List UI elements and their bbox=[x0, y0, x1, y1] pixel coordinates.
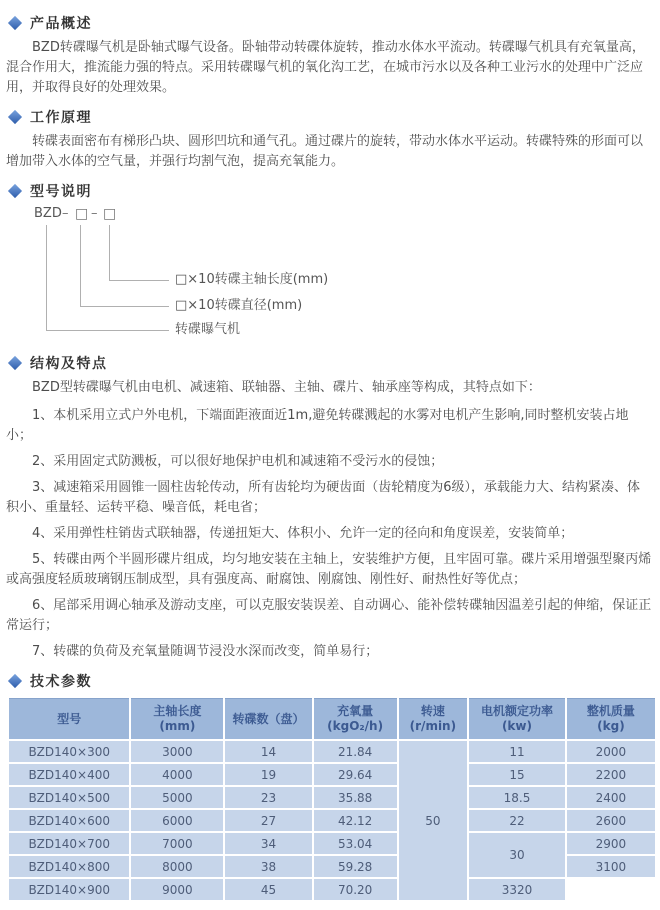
tech-cell: 2900 bbox=[567, 833, 655, 854]
tech-cell: 3000 bbox=[131, 741, 223, 762]
tech-cell: 34 bbox=[225, 833, 311, 854]
tech-column-header: 电机额定功率 (kw) bbox=[469, 698, 565, 739]
tech-cell: 22 bbox=[469, 810, 565, 831]
structure-intro: BZD型转碟曝气机由电机、减速箱、联轴器、主轴、碟片、轴承座等构成，其特点如下： bbox=[32, 380, 541, 395]
diagram-label-machine-name: 转碟曝气机 bbox=[175, 322, 241, 337]
tech-cell: 29.64 bbox=[314, 764, 397, 785]
tech-column-header: 转速 (r/min) bbox=[399, 698, 467, 739]
tech-column-header: 转碟数（盘） bbox=[225, 698, 311, 739]
tech-cell: 6000 bbox=[131, 810, 223, 831]
section-title-principle: 工作原理 bbox=[30, 110, 92, 126]
feature-item-3: 3、减速箱采用圆锥一圆柱齿轮传动，所有齿轮均为硬齿面（齿轮精度为6级），承载能力大、结构紧凑、体积小、重量轻、运转平稳、噪音低，耗电省； bbox=[6, 480, 641, 515]
tech-cell: 21.84 bbox=[314, 741, 397, 762]
tech-cell: 2000 bbox=[567, 741, 655, 762]
section-title-overview: 产品概述 bbox=[30, 16, 92, 32]
model-code-dash: – bbox=[91, 206, 98, 221]
tech-table-row bbox=[9, 741, 655, 762]
tech-cell: 4000 bbox=[131, 764, 223, 785]
tech-cell: 3320 bbox=[469, 879, 565, 900]
tech-table-header-row bbox=[9, 698, 655, 739]
tech-cell: 9000 bbox=[131, 879, 223, 900]
section-heading-model bbox=[6, 181, 652, 201]
tech-cell: 30 bbox=[469, 833, 565, 877]
tech-cell: 23 bbox=[225, 787, 311, 808]
feature-item-5: 5、转碟由两个半圆形碟片组成，均匀地安装在主轴上，安装维护方便，且牢固可靠。碟片采用增强型聚丙烯或高强度轻质玻璃钢压制成型，具有强度高、耐腐蚀、刚腐蚀、刚性好、耐热性好等优点； bbox=[6, 552, 652, 587]
tech-cell: 38 bbox=[225, 856, 311, 877]
tech-cell: 11 bbox=[469, 741, 565, 762]
tech-specs-table bbox=[7, 696, 657, 902]
diamond-bullet-icon bbox=[8, 16, 22, 30]
feature-item-6: 6、尾部采用调心轴承及游动支座，可以克服安装误差、自动调心、能补偿转碟轴因温差引起的伸缩，保证正常运行； bbox=[6, 598, 652, 633]
tech-cell: 53.04 bbox=[314, 833, 397, 854]
feature-item-1: 1、本机采用立式户外电机，下端面距液面近1m,避免转碟溅起的水雾对电机产生影响,同时整机安装占地小； bbox=[6, 408, 629, 443]
diagram-label-disc-diameter: □×10转碟直径(mm) bbox=[175, 298, 303, 313]
tech-column-header: 整机质量 (kg) bbox=[567, 698, 655, 739]
section-heading-principle bbox=[6, 107, 652, 127]
tech-table-row bbox=[9, 833, 655, 854]
tech-cell-model: BZD140×800 bbox=[9, 856, 129, 877]
model-code-prefix: BZD bbox=[34, 206, 62, 221]
diagram-connector-line bbox=[46, 330, 169, 331]
tech-cell: 50 bbox=[399, 741, 467, 900]
section-heading-structure bbox=[6, 353, 652, 373]
tech-cell: 3100 bbox=[567, 856, 655, 877]
diamond-bullet-icon bbox=[8, 184, 22, 198]
tech-cell: 14 bbox=[225, 741, 311, 762]
features-list bbox=[6, 406, 652, 662]
diagram-label-shaft-length: □×10转碟主轴长度(mm) bbox=[175, 272, 329, 287]
tech-cell: 2600 bbox=[567, 810, 655, 831]
diamond-bullet-icon bbox=[8, 674, 22, 688]
tech-cell: 15 bbox=[469, 764, 565, 785]
tech-cell-model: BZD140×300 bbox=[9, 741, 129, 762]
diagram-connector-line bbox=[80, 225, 81, 306]
overview-paragraph: BZD转碟曝气机是卧轴式曝气设备。卧轴带动转碟体旋转，推动水体水平流动。转碟曝气机具有充氧量高，混合作用大，推流能力强的特点。采用转碟曝气机的氧化沟工艺，在城市污水以及各种工业污水的处理中广泛应用，并取得良好的处理效果。 bbox=[6, 40, 645, 95]
tech-table-row bbox=[9, 879, 655, 900]
diamond-bullet-icon bbox=[8, 110, 22, 124]
tech-cell: 45 bbox=[225, 879, 311, 900]
tech-cell: 19 bbox=[225, 764, 311, 785]
feature-item-2: 2、采用固定式防溅板，可以很好地保护电机和减速箱不受污水的侵蚀； bbox=[32, 454, 444, 469]
model-code-box-length: □ bbox=[103, 206, 117, 222]
tech-cell-model: BZD140×500 bbox=[9, 787, 129, 808]
principle-paragraph: 转碟表面密布有梯形凸块、圆形凹坑和通气孔。通过碟片的旋转，带动水体水平运动。转碟特殊的形面可以增加带入水体的空气量，并强行均割气泡，提高充氧能力。 bbox=[6, 134, 644, 169]
section-title-structure: 结构及特点 bbox=[30, 356, 108, 372]
tech-cell: 18.5 bbox=[469, 787, 565, 808]
tech-cell: 70.20 bbox=[314, 879, 397, 900]
model-code-dash: – bbox=[62, 206, 69, 221]
feature-item-4: 4、采用弹性柱销齿式联轴器，传递扭矩大、体积小、允许一定的径向和角度误差，安装简单； bbox=[32, 526, 574, 541]
tech-column-header: 主轴长度 (mm) bbox=[131, 698, 223, 739]
section-title-model: 型号说明 bbox=[30, 184, 92, 200]
tech-column-header: 充氧量 (kgO₂/h) bbox=[314, 698, 397, 739]
tech-cell-model: BZD140×900 bbox=[9, 879, 129, 900]
tech-cell: 7000 bbox=[131, 833, 223, 854]
model-code-box-diameter: □ bbox=[75, 206, 89, 222]
section-heading-specs bbox=[6, 671, 652, 691]
tech-cell-model: BZD140×400 bbox=[9, 764, 129, 785]
diagram-connector-line bbox=[46, 225, 47, 330]
tech-table-row bbox=[9, 764, 655, 785]
tech-cell: 2200 bbox=[567, 764, 655, 785]
tech-cell: 27 bbox=[225, 810, 311, 831]
tech-cell: 35.88 bbox=[314, 787, 397, 808]
tech-cell: 2400 bbox=[567, 787, 655, 808]
diamond-bullet-icon bbox=[8, 356, 22, 370]
tech-cell: 59.28 bbox=[314, 856, 397, 877]
section-heading-overview bbox=[6, 13, 652, 33]
tech-column-header: 型号 bbox=[9, 698, 129, 739]
diagram-connector-line bbox=[80, 306, 169, 307]
tech-cell: 42.12 bbox=[314, 810, 397, 831]
diagram-connector-line bbox=[109, 280, 169, 281]
feature-item-7: 7、转碟的负荷及充氧量随调节浸没水深而改变，简单易行； bbox=[32, 644, 379, 659]
tech-table-row bbox=[9, 810, 655, 831]
tech-cell-model: BZD140×600 bbox=[9, 810, 129, 831]
diagram-connector-line bbox=[109, 225, 110, 280]
tech-cell-model: BZD140×700 bbox=[9, 833, 129, 854]
tech-cell: 8000 bbox=[131, 856, 223, 877]
section-title-specs: 技术参数 bbox=[30, 674, 92, 690]
model-code-diagram bbox=[34, 206, 652, 344]
tech-cell: 5000 bbox=[131, 787, 223, 808]
